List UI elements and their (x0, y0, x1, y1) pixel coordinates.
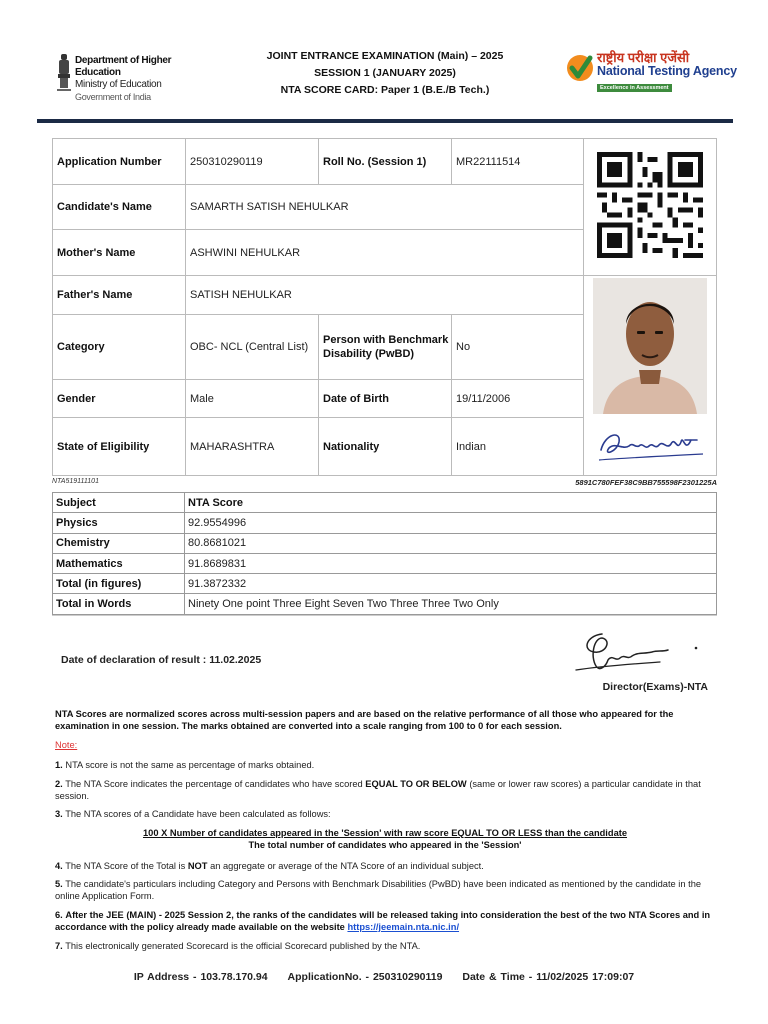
scorecard-hash-code: 5891C780FEF38C9BB755598F2301225A (575, 478, 717, 487)
nta-english-name: National Testing Agency (597, 64, 737, 78)
dob-label: Date of Birth (319, 380, 452, 418)
title-line-session: SESSION 1 (JANUARY 2025) (314, 67, 456, 79)
subject-cell: Total in Words (53, 594, 185, 614)
note-4-text-a: The NTA Score of the Total is (65, 860, 186, 871)
note-1-text: NTA score is not the same as percentage of marks obtained. (65, 760, 315, 771)
nationality-value: Indian (452, 418, 584, 476)
note-5-text: The candidate's particulars including Category and Persons with Benchmark Disabilities (PwBD) have been indicated as mentioned by the candidate in the online Application Form. (55, 879, 702, 902)
footer-metadata (0, 971, 768, 983)
note-2-text-c: (same or lower raw scores) a particular candidate in that session. (55, 778, 701, 802)
table-row (53, 574, 717, 594)
candidate-photo (593, 278, 707, 414)
qr-code-icon (597, 151, 703, 259)
father-name-label: Father's Name (53, 276, 186, 315)
ministry-logo (56, 52, 196, 100)
note-5 (55, 878, 715, 903)
ministry-line-3: Government of India (75, 92, 151, 102)
application-number-value: 250310290119 (186, 139, 319, 185)
state-value: MAHARASHTRA (186, 418, 319, 476)
note-1-number: 1. (55, 760, 63, 771)
formula-numerator: 100 X Number of candidates appeared in the 'Session' with raw score EQUAL TO OR LESS than the candidate (142, 827, 628, 838)
note-heading: Note: (55, 739, 78, 750)
note-6 (55, 909, 715, 934)
subject-cell: Chemistry (53, 533, 185, 553)
candidate-name-label: Candidate's Name (53, 185, 186, 230)
gender-label: Gender (53, 380, 186, 418)
director-title: Director(Exams)-NTA (602, 681, 708, 693)
note-3 (55, 808, 715, 820)
subject-header: Subject (53, 493, 185, 513)
footer-date-time: Date & Time - 11/02/2025 17:09:07 (462, 971, 635, 983)
mother-name-value: ASHWINI NEHULKAR (186, 230, 584, 276)
note-6-text: After the JEE (MAIN) - 2025 Session 2, the ranks of the candidates will be released taking into consideration the best of the two NTA Scores and in accordance with the policy already made available on the website (55, 909, 711, 933)
footer-application-number: ApplicationNo. - 250310290119 (287, 971, 443, 983)
pwbd-value: No (452, 315, 584, 380)
nta-hindi-name: राष्ट्रीय परीक्षा एजेंसी (597, 50, 690, 65)
note-2-number: 2. (55, 778, 63, 789)
note-1 (55, 759, 715, 771)
subject-cell: Mathematics (53, 553, 185, 573)
jeemain-website-link[interactable]: https://jeemain.nta.nic.in/ (347, 922, 460, 933)
score-cell: Ninety One point Three Eight Seven Two Three Three Two Only (185, 594, 717, 614)
intro-text (55, 708, 715, 733)
state-label: State of Eligibility (53, 418, 186, 476)
category-value: OBC- NCL (Central List) (186, 315, 319, 380)
scorecard-header (0, 0, 768, 118)
intro-text-content: NTA Scores are normalized scores across multi-session papers and are based on the relative performance of all those who appeared for the examination in one session. The marks obtained are converted into a scale ranging from 100 to 0 for each session. (55, 709, 674, 732)
note-4 (55, 860, 715, 872)
table-row (53, 553, 717, 573)
note-7-number: 7. (55, 940, 63, 951)
note-2-emphasis: EQUAL TO OR BELOW (365, 778, 467, 789)
note-4-emphasis: NOT (187, 860, 208, 871)
roll-no-label: Roll No. (Session 1) (319, 139, 452, 185)
nta-score-formula (55, 827, 715, 852)
nta-reference-code: NTA519111101 (52, 478, 99, 485)
table-row (53, 513, 717, 533)
dob-value: 19/11/2006 (452, 380, 584, 418)
nta-tagline: Excellence in Assessment (597, 84, 672, 92)
note-3-number: 3. (55, 809, 63, 820)
subject-cell: Total (in figures) (53, 574, 185, 594)
gender-value: Male (186, 380, 319, 418)
scorecard-title (230, 48, 540, 99)
pwbd-label: Person with Benchmark Disability (PwBD) (319, 315, 452, 380)
category-label: Category (53, 315, 186, 380)
candidate-name-value: SAMARTH SATISH NEHULKAR (186, 185, 584, 230)
table-row (53, 493, 717, 513)
header-divider (37, 119, 733, 123)
title-line-exam: JOINT ENTRANCE EXAMINATION (Main) – 2025 (266, 50, 504, 62)
note-4-number: 4. (55, 860, 63, 871)
father-name-value: SATISH NEHULKAR (186, 276, 584, 315)
score-table (52, 492, 717, 615)
formula-denominator: The total number of candidates who appeared in the 'Session' (248, 840, 522, 851)
declaration-date: Date of declaration of result : 11.02.2025 (61, 654, 262, 666)
note-4-text-c: an aggregate or average of the NTA Score of an individual subject. (210, 860, 484, 871)
note-3-text: The NTA scores of a Candidate have been calculated as follows: (65, 809, 331, 820)
score-cell: 91.3872332 (185, 574, 717, 594)
application-number-label: Application Number (53, 139, 186, 185)
section-divider (52, 615, 717, 616)
roll-no-value: MR22111514 (452, 139, 584, 185)
ministry-line-2: Ministry of Education (75, 79, 162, 90)
footer-ip-address: IP Address - 103.78.170.94 (133, 971, 268, 983)
score-cell: 80.8681021 (185, 533, 717, 553)
table-row (53, 594, 717, 614)
nta-check-mark-icon (566, 50, 594, 86)
ministry-line-1: Department of Higher Education (75, 55, 172, 78)
note-7 (55, 940, 715, 952)
subject-cell: Physics (53, 513, 185, 533)
note-5-number: 5. (55, 879, 63, 890)
candidate-signature (593, 420, 707, 472)
note-2-text-a: The NTA Score indicates the percentage of candidates who have scored (65, 778, 363, 789)
table-row (53, 533, 717, 553)
national-emblem-icon (56, 52, 72, 96)
title-line-paper: NTA SCORE CARD: Paper 1 (B.E./B Tech.) (280, 84, 490, 96)
note-6-number: 6. (55, 909, 63, 920)
nta-score-header: NTA Score (185, 493, 717, 513)
nta-logo (566, 48, 737, 98)
score-cell: 92.9554996 (185, 513, 717, 533)
mother-name-label: Mother's Name (53, 230, 186, 276)
director-signature (572, 626, 704, 682)
nationality-label: Nationality (319, 418, 452, 476)
note-2 (55, 778, 715, 803)
score-cell: 91.8689831 (185, 553, 717, 573)
note-7-text: This electronically generated Scorecard is the official Scorecard published by the NTA. (65, 940, 421, 951)
notes-section (55, 708, 715, 958)
